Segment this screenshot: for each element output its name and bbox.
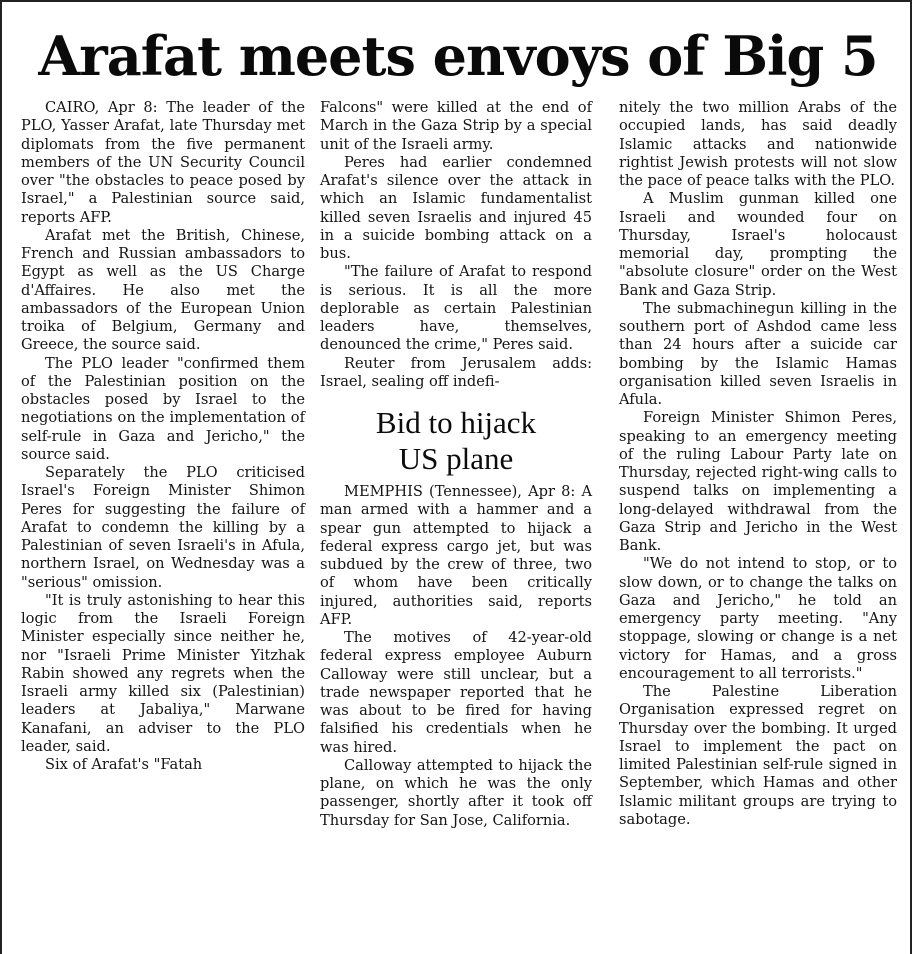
paragraph: CAIRO, Apr 8: The leader of the PLO, Yasser Arafat, late Thursday met diplomats from the five permanent members of the UN Security Council over "the obstacles to peace posed by Israel," a Palestinian source said, reports AFP.	[21, 99, 305, 226]
article-column-3	[619, 99, 897, 829]
paragraph: The submachinegun killing in the southern port of Ashdod came less than 24 hours after a suicide car bombing by the Islamic Hamas organisation killed seven Israelis in Afula.	[619, 299, 897, 408]
paragraph: Calloway attempted to hijack the plane, on which he was the only passenger, shortly after it took off Thursday for San Jose, California.	[320, 756, 592, 829]
paragraph: Separately the PLO criticised Israel's Foreign Minister Shimon Peres for suggesting the failure of Arafat to condemn the killing by a Palestinian of seven Israeli's in Afula, northern Israel, on Wednesday was a "serious" omission.	[21, 464, 305, 591]
paragraph: Foreign Minister Shimon Peres, speaking to an emergency meeting of the ruling Labour Party late on Thursday, rejected right-wing calls to suspend talks on implementing a long-delayed withdrawal from the Gaza Strip and Jericho in the West Bank.	[619, 409, 897, 554]
paragraph: The motives of 42-year-old federal express employee Auburn Calloway were still unclear, but a trade newspaper reported that he was about to be fired for having falsified his credentials when he was hired.	[320, 629, 592, 756]
paragraph: Arafat met the British, Chinese, French and Russian ambassadors to Egypt as well as the US Charge d'Affaires. He also met the ambassadors of the European Union troika of Belgium, Germany and Greece, the source said.	[21, 226, 305, 354]
paragraph: Six of Arafat's "Fatah	[45, 756, 203, 773]
paragraph: Reuter from Jerusalem adds: Israel, sealing off indefi-	[320, 354, 592, 390]
article-column-1	[21, 99, 305, 774]
headline: Arafat meets envoys of Big 5	[38, 24, 878, 88]
paragraph: MEMPHIS (Tennessee), Apr 8: A man armed with a hammer and a spear gun attempted to hijack a federal express cargo jet, but was subdued by the crew of three, two of whom have been critically injured, authorities said, reports AFP.	[320, 483, 592, 628]
paragraph: "The failure of Arafat to respond is serious. It is all the more deplorable as certain Palestinian leaders have, themselves, denounced the crime," Peres said.	[320, 263, 592, 354]
paragraph: "It is truly astonishing to hear this logic from the Israeli Foreign Minister especially since neither he, nor "Israeli Prime Minister Yitzhak Rabin showed any regrets when the Israeli army killed six (Palestinian) leaders at Jabaliya," Marwane Kanafani, an adviser to the PLO leader, said.	[21, 591, 305, 755]
paragraph: Peres had earlier condemned Arafat's silence over the attack in which an Islamic fundamentalist killed seven Israelis and injured 45 in a suicide bombing attack on a bus.	[320, 153, 592, 262]
paragraph: The PLO leader "confirmed them of the Palestinian position on the obstacles posed by Israel to the negotiations on the implementation of self-rule in Gaza and Jericho," the source said.	[21, 354, 305, 463]
paragraph: nitely the two million Arabs of the occupied lands, has said deadly Islamic attacks and nationwide rightist Jewish protests will not slow the pace of peace talks with the PLO.	[619, 99, 897, 189]
subheadline-line-2: US plane	[398, 441, 514, 476]
paragraph: "We do not intend to stop, or to slow down, or to change the talks on Gaza and Jericho," he told an emergency party meeting. "Any stoppage, slowing or change is a net victory for Hamas, and a gross encouragement to all terrorists."	[619, 555, 897, 682]
subheadline	[320, 405, 592, 477]
paragraph: Falcons" were killed at the end of March in the Gaza Strip by a special unit of the Israeli army.	[320, 99, 592, 153]
paragraph: A Muslim gunman killed one Israeli and wounded four on Thursday, Israel's holocaust memorial day, prompting the "absolute closure" order on the West Bank and Gaza Strip.	[619, 190, 897, 299]
subheadline-line-1: Bid to hijack	[375, 405, 537, 440]
paragraph: The Palestine Liberation Organisation expressed regret on Thursday over the bombing. It urged Israel to implement the pact on limited Palestinian self-rule signed in September, which Hamas and other Islamic militant groups are trying to sabotage.	[619, 683, 897, 828]
article-column-2	[320, 99, 592, 830]
